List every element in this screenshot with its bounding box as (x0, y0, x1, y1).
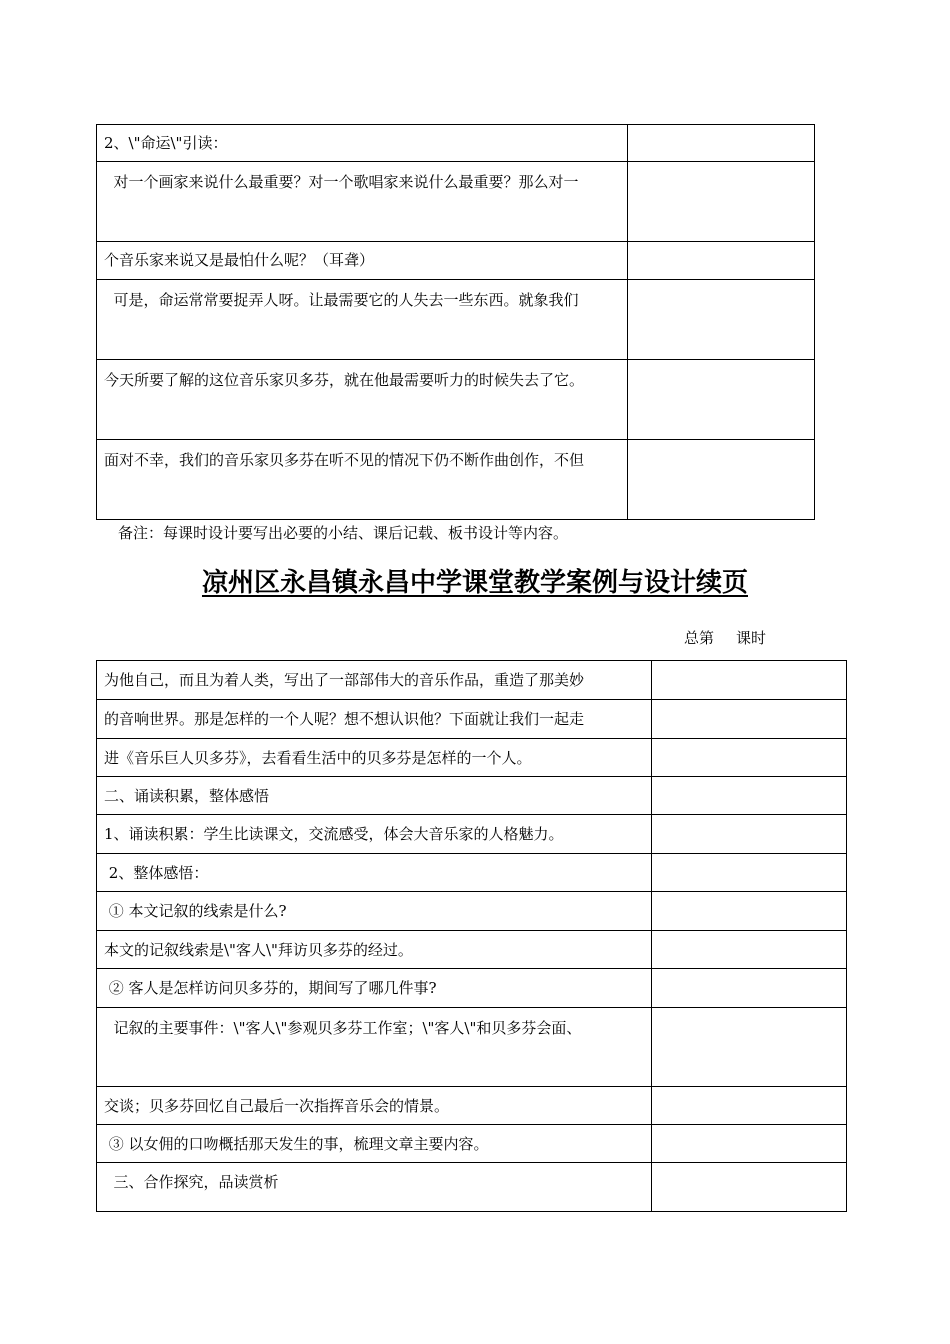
table-cell-content: 三、合作探究，品读赏析 (97, 1163, 652, 1212)
table-row (97, 242, 815, 280)
table-row (97, 125, 815, 162)
table-cell-content: 面对不幸，我们的音乐家贝多芬在听不见的情况下仍不断作曲创作，不但 (97, 440, 628, 520)
table-cell-content: ② 客人是怎样访问贝多芬的，期间写了哪几件事? (97, 969, 652, 1008)
table-cell-content: ③ 以女佣的口吻概括那天发生的事，梳理文章主要内容。 (97, 1125, 652, 1163)
table-cell-content: ① 本文记叙的线索是什么? (97, 892, 652, 931)
remark-note: 备注：每课时设计要写出必要的小结、课后记载、板书设计等内容。 (118, 524, 569, 542)
table-row (97, 280, 815, 360)
table-row (97, 854, 847, 892)
table-cell-note (652, 739, 847, 777)
table-cell-content: 进《音乐巨人贝多芬》，去看看生活中的贝多芬是怎样的一个人。 (97, 739, 652, 777)
table-row (97, 162, 815, 242)
table-cell-content: 的音响世界。那是怎样的一个人呢？想不想认识他？下面就让我们一起走 (97, 700, 652, 739)
table-row (97, 440, 815, 520)
lesson-table-top (96, 124, 815, 520)
table-cell-note (652, 892, 847, 931)
table-row (97, 1008, 847, 1087)
table-row (97, 360, 815, 440)
table-cell-note (652, 815, 847, 854)
table-cell-content: 为他自己，而且为着人类，写出了一部部伟大的音乐作品，重造了那美妙 (97, 661, 652, 700)
table-row (97, 892, 847, 931)
table-cell-note (628, 125, 815, 162)
table-cell-note (628, 242, 815, 280)
table-cell-note (628, 440, 815, 520)
table-cell-content: 2、\"命运\"引读： (97, 125, 628, 162)
lesson-counter-suffix: 课时 (736, 629, 767, 647)
table-cell-content: 2、整体感悟： (97, 854, 652, 892)
table-row (97, 969, 847, 1008)
table-cell-note (652, 700, 847, 739)
table-row (97, 739, 847, 777)
table-row (97, 1125, 847, 1163)
table-row (97, 700, 847, 739)
table-row (97, 1163, 847, 1212)
table-cell-content: 记叙的主要事件：\"客人\"参观贝多芬工作室；\"客人\"和贝多芬会面、 (97, 1008, 652, 1087)
table-cell-note (652, 969, 847, 1008)
table-row (97, 931, 847, 969)
table-cell-note (628, 280, 815, 360)
table-cell-content: 对一个画家来说什么最重要？对一个歌唱家来说什么最重要？那么对一 (97, 162, 628, 242)
lesson-table-bottom (96, 660, 847, 1212)
table-cell-note (628, 360, 815, 440)
table-cell-note (652, 1163, 847, 1212)
table-cell-content: 个音乐家来说又是最怕什么呢？（耳聋） (97, 242, 628, 280)
table-row (97, 777, 847, 815)
lesson-counter (684, 628, 766, 648)
table-cell-note (652, 1087, 847, 1125)
table-cell-content: 可是，命运常常要捉弄人呀。让最需要它的人失去一些东西。就象我们 (97, 280, 628, 360)
table-cell-note (652, 931, 847, 969)
page-title: 凉州区永昌镇永昌中学课堂教学案例与设计续页 (201, 568, 748, 598)
table-cell-note (652, 661, 847, 700)
table-cell-content: 本文的记叙线索是\"客人\"拜访贝多芬的经过。 (97, 931, 652, 969)
table-cell-note (628, 162, 815, 242)
table-row (97, 815, 847, 854)
table-cell-content: 今天所要了解的这位音乐家贝多芬，就在他最需要听力的时候失去了它。 (97, 360, 628, 440)
table-cell-content: 1、诵读积累：学生比读课文，交流感受，体会大音乐家的人格魅力。 (97, 815, 652, 854)
lesson-counter-prefix: 总第 (684, 629, 715, 647)
table-cell-content: 交谈；贝多芬回忆自己最后一次指挥音乐会的情景。 (97, 1087, 652, 1125)
table-row (97, 661, 847, 700)
table-row (97, 1087, 847, 1125)
table-cell-note (652, 854, 847, 892)
table-cell-note (652, 1008, 847, 1087)
table-cell-note (652, 777, 847, 815)
table-cell-content: 二、诵读积累，整体感悟 (97, 777, 652, 815)
table-cell-note (652, 1125, 847, 1163)
